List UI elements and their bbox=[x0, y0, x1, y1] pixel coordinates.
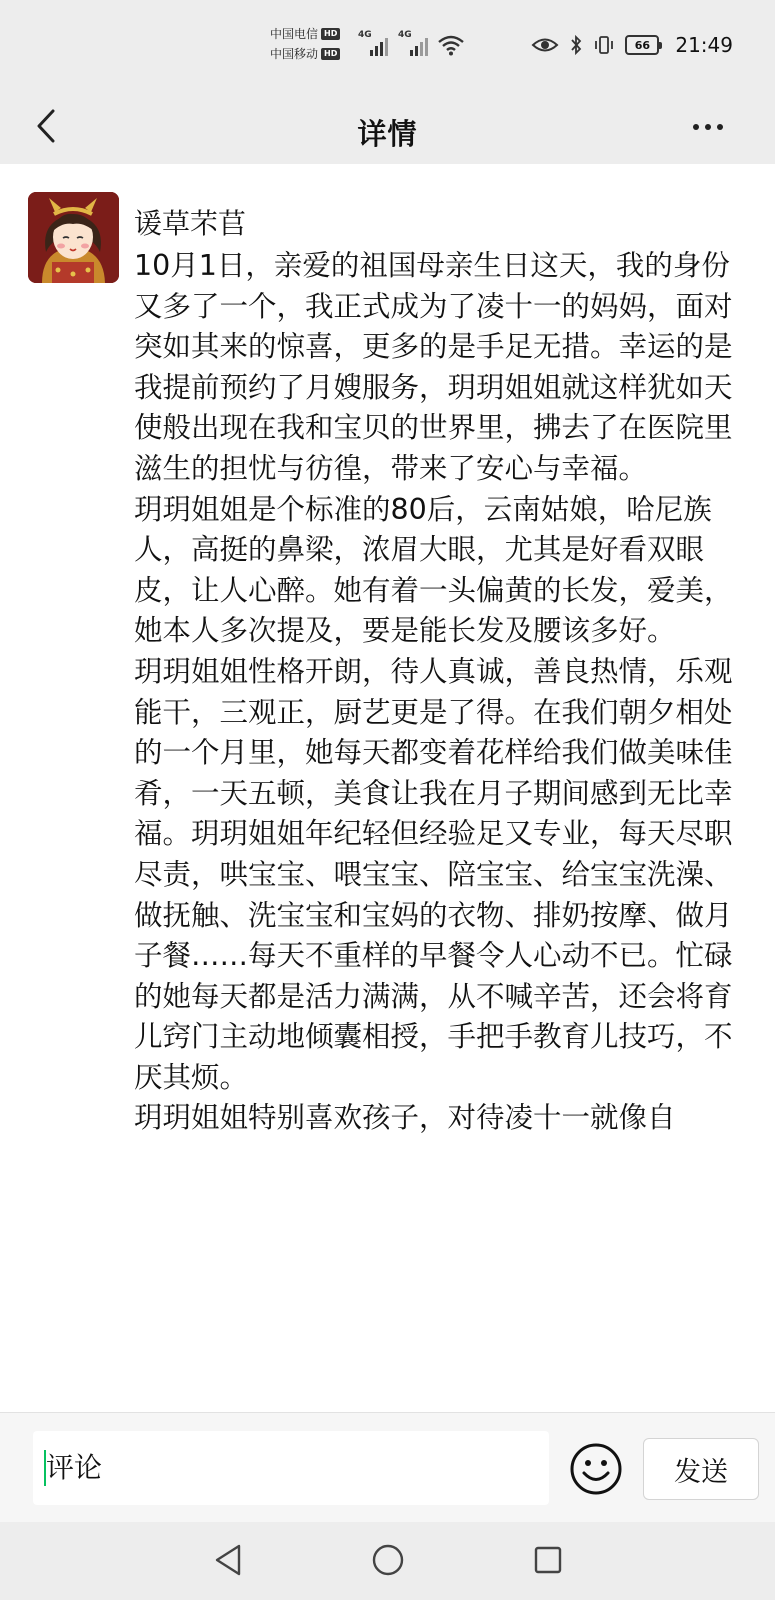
status-time: 21:49 bbox=[675, 33, 733, 57]
wifi-icon bbox=[438, 34, 464, 56]
hd-badge: HD bbox=[321, 28, 340, 40]
avatar-illustration bbox=[28, 192, 119, 283]
carrier-info bbox=[270, 24, 340, 64]
post-paragraph: 玥玥姐姐性格开朗，待人真诚，善良热情，乐观能干，三观正，厨艺更是了得。在我们朝夕相处的一个月里，她每天都变着花样给我们做美味佳肴，一天五顿，美食让我在月子期间感到无比幸福。玥玥姐姐年纪轻但经验足又专业，每天尽职尽责，哄宝宝、喂宝宝、陪宝宝、给宝宝洗澡、做抚触、洗宝宝和宝妈的衣物、排奶按摩、做月子餐……每天不重样的早餐令人心动不已。忙碌的她每天都是活力满满，从不喊辛苦，还会将育儿窍门主动地倾囊相授，手把手教育儿技巧，不厌其烦。 bbox=[134, 654, 733, 1094]
carrier-2-label: 中国移动 bbox=[270, 47, 319, 61]
post-paragraph: 玥玥姐姐是个标准的80后，云南姑娘，哈尼族人，高挺的鼻梁，浓眉大眼，尤其是好看双眼皮，让人心醉。她有着一头偏黄的长发，爱美，她本人多次提及，要是能长发及腰该多好。 bbox=[134, 492, 733, 648]
system-nav-bar bbox=[0, 1522, 775, 1600]
system-home-button[interactable] bbox=[366, 1538, 410, 1582]
status-right bbox=[531, 30, 733, 60]
post-body bbox=[134, 246, 754, 1139]
comment-input[interactable] bbox=[33, 1431, 549, 1505]
square-recents-icon bbox=[533, 1545, 563, 1575]
post-paragraph: 10月1日，亲爱的祖国母亲生日这天，我的身份又多了一个，我正式成为了凌十一的妈妈，面对突如其来的惊喜，更多的是手足无措。幸运的是我提前预约了月嫂服务，玥玥姐姐就这样犹如天使般出现在我和宝贝的世界里，拂去了在医院里滋生的担忧与彷徨，带来了安心与幸福。 bbox=[134, 249, 733, 485]
comment-bar bbox=[0, 1412, 775, 1522]
triangle-back-icon bbox=[213, 1543, 243, 1577]
avatar[interactable] bbox=[28, 192, 119, 283]
more-button[interactable] bbox=[681, 104, 735, 150]
comment-placeholder: 评论 bbox=[46, 1451, 103, 1484]
status-bar bbox=[0, 0, 775, 92]
vibrate-icon bbox=[593, 34, 615, 56]
carrier-1-label: 中国电信 bbox=[270, 27, 319, 41]
signal-2-icon bbox=[398, 30, 428, 56]
more-dots-icon bbox=[693, 124, 699, 130]
send-button[interactable]: 发送 bbox=[643, 1438, 759, 1500]
hd-badge: HD bbox=[321, 48, 340, 60]
post-paragraph: 玥玥姐姐特别喜欢孩子，对待凌十一就像自 bbox=[134, 1101, 676, 1135]
signal-indicators bbox=[358, 30, 464, 56]
network-1-label: 4G bbox=[358, 30, 372, 40]
system-recents-button[interactable] bbox=[526, 1538, 570, 1582]
nav-bar bbox=[0, 92, 775, 164]
circle-home-icon bbox=[371, 1543, 405, 1577]
smiley-icon[interactable] bbox=[569, 1442, 623, 1496]
page-title: 详情 bbox=[357, 117, 418, 151]
bluetooth-icon bbox=[569, 34, 583, 56]
eye-icon bbox=[531, 36, 559, 54]
battery-icon bbox=[625, 35, 659, 55]
post-detail bbox=[0, 164, 775, 1412]
text-caret bbox=[44, 1450, 46, 1486]
battery-level: 66 bbox=[634, 38, 651, 52]
signal-1-icon bbox=[358, 30, 388, 56]
network-2-label: 4G bbox=[398, 30, 412, 40]
system-back-button[interactable] bbox=[206, 1538, 250, 1582]
author-name[interactable]: 谖草芣苢 bbox=[134, 207, 247, 240]
